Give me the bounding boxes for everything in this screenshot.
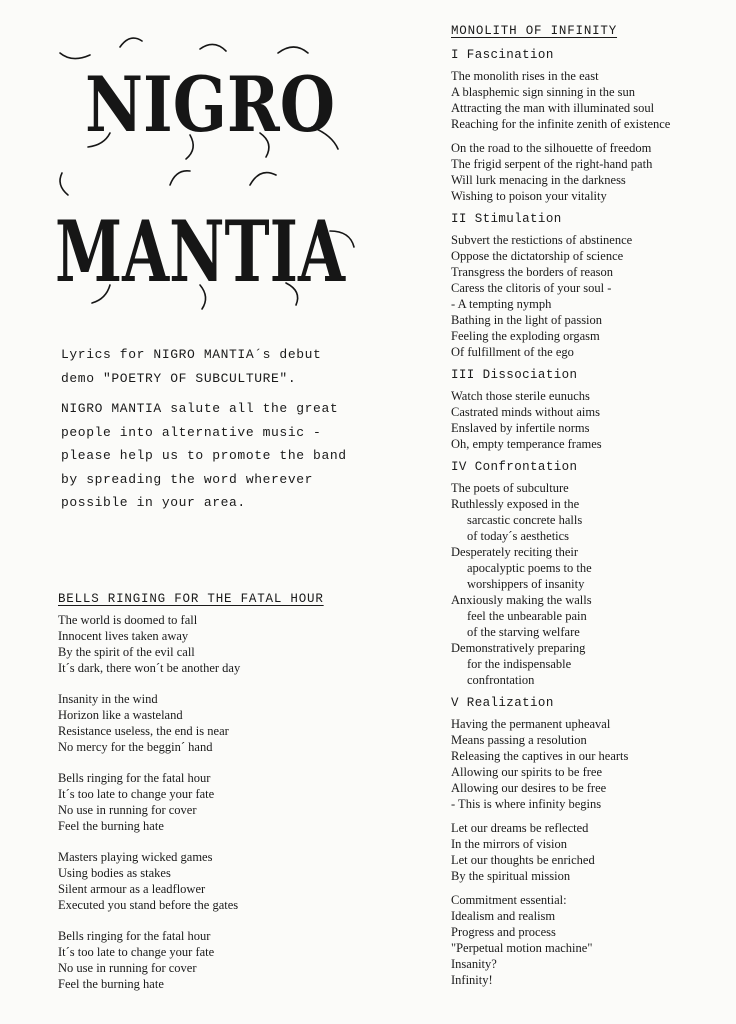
- monolith-stanza: [451, 716, 736, 812]
- monolith-stanza: [451, 820, 736, 884]
- lyric-line: Ruthlessly exposed in the: [451, 497, 580, 511]
- lyric-line: Wishing to poison your vitality: [451, 189, 607, 203]
- lyric-line: Attracting the man with illuminated soul: [451, 101, 655, 115]
- monolith-parts: [451, 48, 736, 988]
- lyric-line: Oh, empty temperance frames: [451, 437, 602, 451]
- lyric-line: Idealism and realism: [451, 909, 556, 923]
- bells-stanza: [58, 928, 378, 992]
- lyric-line: No use in running for cover: [58, 961, 197, 975]
- lyric-line: apocalyptic poems to the: [467, 561, 592, 575]
- lyric-line: Insanity?: [451, 957, 497, 971]
- band-logo: [50, 35, 370, 315]
- lyric-line: Commitment essential:: [451, 893, 567, 907]
- lyric-line: Innocent lives taken away: [58, 629, 189, 643]
- lyric-line: Resistance useless, the end is near: [58, 724, 229, 738]
- lyric-line: worshippers of insanity: [467, 577, 585, 591]
- lyric-line: - This is where infinity begins: [451, 797, 602, 811]
- lyric-line: Desperately reciting their: [451, 545, 579, 559]
- part-heading: V Realization: [451, 696, 554, 710]
- lyric-line: The world is doomed to fall: [58, 613, 198, 627]
- part-heading: II Stimulation: [451, 212, 562, 226]
- lyric-line: Enslaved by infertile norms: [451, 421, 590, 435]
- lyric-line: for the indispensable: [467, 657, 572, 671]
- lyric-line: It´s too late to change your fate: [58, 945, 215, 959]
- lyric-line: "Perpetual motion machine": [451, 941, 593, 955]
- lyric-line: Executed you stand before the gates: [58, 898, 239, 912]
- lyric-line: of today´s aesthetics: [467, 529, 570, 543]
- lyric-line: Transgress the borders of reason: [451, 265, 614, 279]
- lyric-line: Demonstratively preparing: [451, 641, 586, 655]
- lyric-line: Of fulfillment of the ego: [451, 345, 574, 359]
- lyric-line: Subvert the restictions of abstinence: [451, 233, 633, 247]
- bells-stanza: [58, 770, 378, 834]
- monolith-stanza: [451, 68, 736, 132]
- lyric-line: Feel the burning hate: [58, 977, 164, 991]
- monolith-part: [451, 48, 736, 204]
- lyric-line: Releasing the captives in our hearts: [451, 749, 629, 763]
- lyric-line: sarcastic concrete halls: [467, 513, 583, 527]
- lyric-line: Having the permanent upheaval: [451, 717, 611, 731]
- bells-title: BELLS RINGING FOR THE FATAL HOUR: [58, 592, 324, 606]
- monolith-stanza: [451, 232, 736, 360]
- lyric-line: Allowing our desires to be free: [451, 781, 607, 795]
- lyric-line: feel the unbearable pain: [467, 609, 587, 623]
- lyric-line: No use in running for cover: [58, 803, 197, 817]
- lyric-line: By the spirit of the evil call: [58, 645, 195, 659]
- monolith-part: [451, 696, 736, 988]
- lyric-line: In the mirrors of vision: [451, 837, 567, 851]
- lyric-line: Caress the clitoris of your soul -: [451, 281, 612, 295]
- lyric-line: Allowing our spirits to be free: [451, 765, 603, 779]
- lyric-line: Masters playing wicked games: [58, 850, 213, 864]
- lyric-line: Using bodies as stakes: [58, 866, 171, 880]
- lyric-line: The poets of subculture: [451, 481, 569, 495]
- lyric-line: Progress and process: [451, 925, 556, 939]
- lyric-line: Reaching for the infinite zenith of existence: [451, 117, 671, 131]
- lyric-line: By the spiritual mission: [451, 869, 571, 883]
- intro-paragraph-2: NIGRO MANTIA salute all the great people into alternative music - please help us to promote the band by spreading the word wherever possible in your area.: [61, 401, 347, 510]
- bells-stanza: [58, 691, 378, 755]
- lyric-line: Bathing in the light of passion: [451, 313, 603, 327]
- part-heading: I Fascination: [451, 48, 554, 62]
- lyric-line: Oppose the dictatorship of science: [451, 249, 624, 263]
- monolith-stanza: [451, 140, 736, 204]
- lyric-line: Watch those sterile eunuchs: [451, 389, 590, 403]
- monolith-stanza: [451, 892, 736, 988]
- lyric-line: It´s dark, there won´t be another day: [58, 661, 241, 675]
- lyric-line: It´s too late to change your fate: [58, 787, 215, 801]
- intro-text: [61, 343, 351, 522]
- bells-stanzas: [58, 612, 378, 992]
- monolith-part: [451, 368, 736, 452]
- logo-word-mantia: MANTIA: [55, 202, 347, 301]
- intro-paragraph-1: Lyrics for NIGRO MANTIA´s debut demo "POETRY OF SUBCULTURE".: [61, 347, 322, 386]
- band-logo-graphic: [50, 35, 370, 315]
- lyric-line: Silent armour as a leadflower: [58, 882, 206, 896]
- bells-stanza: [58, 612, 378, 676]
- lyric-line: A blasphemic sign sinning in the sun: [451, 85, 636, 99]
- lyric-line: Will lurk menacing in the darkness: [451, 173, 626, 187]
- lyric-line: Horizon like a wasteland: [58, 708, 183, 722]
- lyric-line: Let our dreams be reflected: [451, 821, 589, 835]
- part-heading: III Dissociation: [451, 368, 578, 382]
- monolith-stanza: [451, 388, 736, 452]
- part-heading: IV Confrontation: [451, 460, 578, 474]
- logo-word-nigro: NIGRO: [85, 60, 335, 149]
- lyric-line: On the road to the silhouette of freedom: [451, 141, 652, 155]
- monolith-part: [451, 460, 736, 688]
- lyric-line: of the starving welfare: [467, 625, 580, 639]
- lyric-line: Infinity!: [451, 973, 493, 987]
- lyric-line: Anxiously making the walls: [451, 593, 592, 607]
- monolith-stanza: [451, 480, 736, 688]
- lyric-line: Let our thoughts be enriched: [451, 853, 595, 867]
- lyric-line: confrontation: [467, 673, 535, 687]
- lyric-line: Feel the burning hate: [58, 819, 164, 833]
- lyric-line: Castrated minds without aims: [451, 405, 600, 419]
- lyric-line: - A tempting nymph: [451, 297, 552, 311]
- lyric-line: Insanity in the wind: [58, 692, 158, 706]
- lyric-line: The monolith rises in the east: [451, 69, 599, 83]
- lyric-line: Means passing a resolution: [451, 733, 587, 747]
- monolith-lyrics: [451, 24, 736, 996]
- lyric-line: Bells ringing for the fatal hour: [58, 771, 211, 785]
- monolith-part: [451, 212, 736, 360]
- lyric-line: No mercy for the beggin´ hand: [58, 740, 213, 754]
- lyric-line: Feeling the exploding orgasm: [451, 329, 600, 343]
- lyric-line: The frigid serpent of the right-hand path: [451, 157, 653, 171]
- bells-lyrics: [58, 592, 378, 1007]
- monolith-title: MONOLITH OF INFINITY: [451, 24, 618, 38]
- lyric-line: Bells ringing for the fatal hour: [58, 929, 211, 943]
- bells-stanza: [58, 849, 378, 913]
